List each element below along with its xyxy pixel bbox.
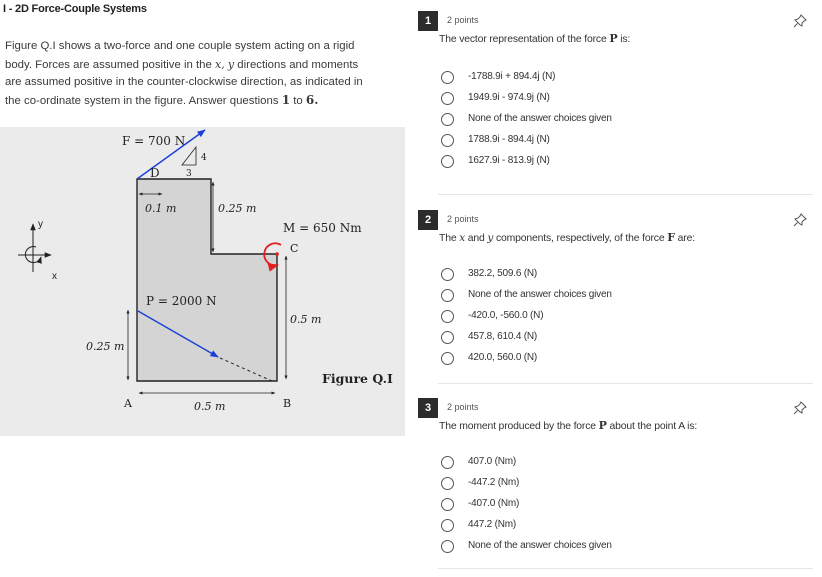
radio-button[interactable] [441,268,454,281]
question-points: 2 points [447,214,479,224]
radio-button[interactable] [441,498,454,511]
point-a-label: A [124,397,132,410]
question-text: The x and y components, respectively, of the force F are: [439,231,695,244]
intro-line-3: are assumed positive in the counter-clockwise direction, as indicated in [5,76,363,89]
question-2: 2 2 points The x and y components, respectively, of the force F are: 382.2, 509.6 (N) None of the answer choices given -420.0, -560.0 (N) 457.8, 610.4 (N) 420.0, 560.0 (N) [418,210,822,230]
radio-button[interactable] [441,155,454,168]
radio-button[interactable] [441,113,454,126]
problem-statement [5,38,400,110]
point-d-label: D [150,166,160,180]
question-text: The moment produced by the force P about the point A is: [439,419,698,432]
radio-button[interactable] [441,540,454,553]
force-p-label: P = 2000 N [146,294,217,308]
figure-q1-diagram [0,127,405,436]
radio-button[interactable] [441,134,454,147]
radio-button[interactable] [441,456,454,469]
slope-triangle [182,147,196,165]
radio-button[interactable] [441,477,454,490]
question-3: 3 2 points The moment produced by the force P about the point A is: 407.0 (Nm) -447.2 (Nm) -407.0 (Nm) 447.2 (Nm) None of the answer choices given [418,398,822,418]
intro-line-4: the co-ordinate system in the figure. Answer questions 1 to 6. [5,92,319,107]
radio-button[interactable] [441,289,454,302]
question-text: The vector representation of the force P is: [439,32,631,45]
axis-y-label: y [38,219,43,230]
radio-button[interactable] [441,352,454,365]
radio-button[interactable] [441,310,454,323]
force-f-label: F = 700 N [122,134,186,148]
question-points: 2 points [447,15,479,25]
svg-text:4: 4 [201,153,207,163]
dim-0-25m-top: 0.25 m [218,202,257,215]
coordinate-system [18,219,57,282]
pin-icon[interactable] [792,13,808,29]
question-points: 2 points [447,402,479,412]
radio-button[interactable] [441,519,454,532]
dim-0-5m-bottom: 0.5 m [194,400,226,413]
dim-0-1m: 0.1 m [145,202,177,215]
question-1: 1 2 points The vector representation of the force P is: -1788.9i + 894.4j (N) 1949.9i - 974.9j (N) None of the answer choices given 1788.9i - 894.4j (N) 1627.9i - 813.9j (N) [418,11,822,31]
moment-label: M = 650 Nm [283,221,362,235]
radio-button[interactable] [441,331,454,344]
pin-icon[interactable] [792,400,808,416]
intro-line-2: body. Forces are assumed positive in the x, y directions and moments [5,57,359,71]
question-number: 1 [418,11,438,31]
radio-button[interactable] [441,92,454,105]
divider [438,383,813,384]
divider [438,194,813,195]
question-number: 3 [418,398,438,418]
pin-icon[interactable] [792,212,808,228]
point-b-label: B [283,397,292,410]
intro-line-1: Figure Q.I shows a two-force and one couple system acting on a rigid [5,40,355,52]
question-number: 2 [418,210,438,230]
figure-q1 [0,127,405,436]
svg-text:3: 3 [186,169,192,179]
divider [438,568,813,569]
figure-caption: Figure Q.I [322,371,393,386]
point-c-label: C [290,242,299,255]
dim-0-25m-left: 0.25 m [86,340,125,353]
axis-x-label: x [52,271,57,282]
page-title: I - 2D Force-Couple Systems [3,3,147,15]
dim-0-5m-right: 0.5 m [290,313,322,326]
radio-button[interactable] [441,71,454,84]
